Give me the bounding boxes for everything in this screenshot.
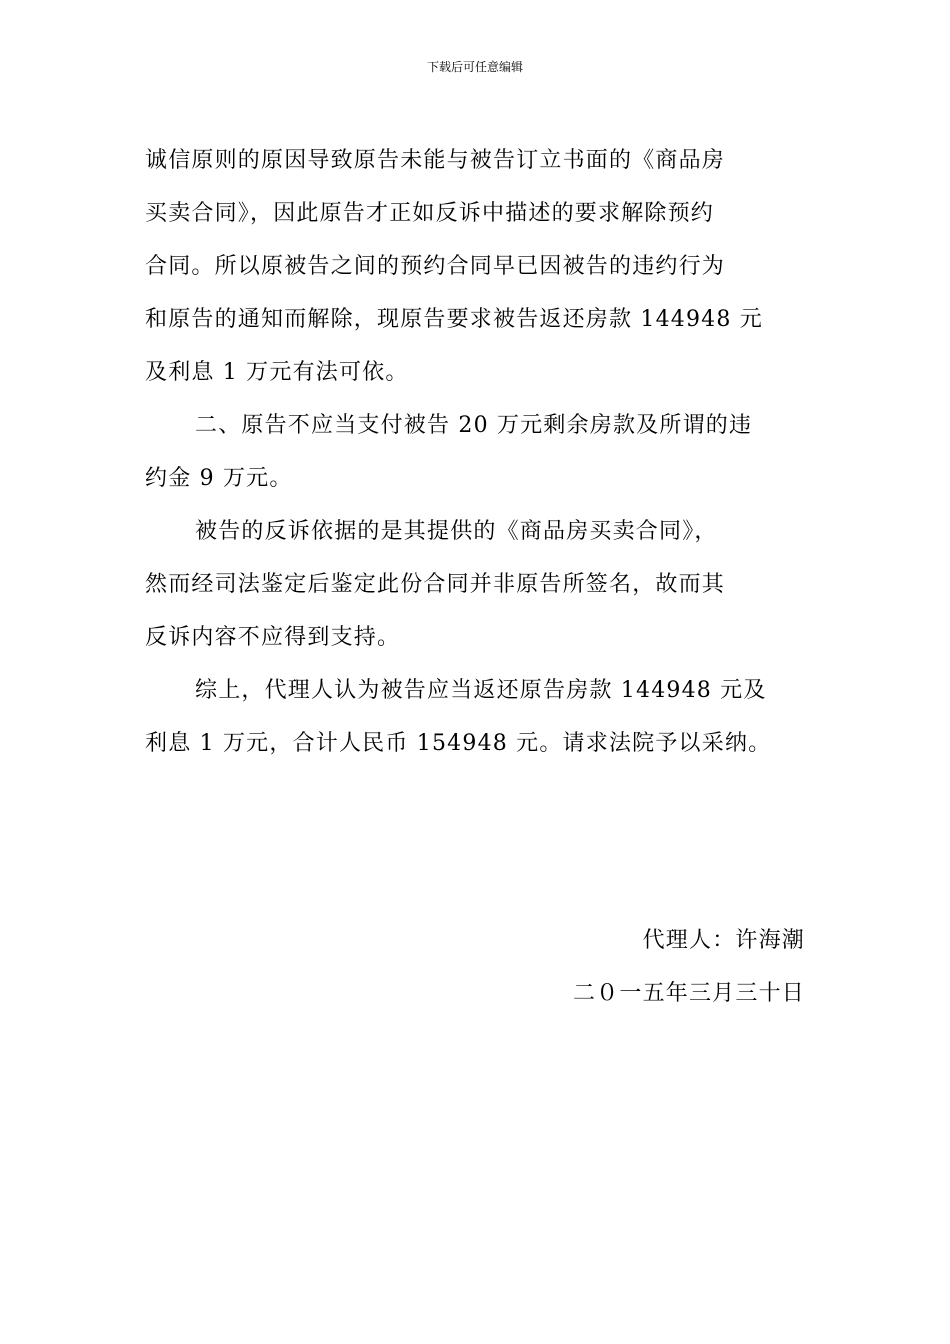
signature-date: 二０一五年三月三十日 (572, 981, 805, 1006)
paragraph-line: 二、原告不应当支付被告 20 万元剩余房款及所谓的违 (195, 413, 753, 438)
paragraph-line: 合同。所以原被告之间的预约合同早已因被告的违约行为 (145, 254, 726, 279)
paragraph-line: 被告的反诉依据的是其提供的《商品房买卖合同》， (195, 519, 718, 544)
paragraph-line: 诚信原则的原因导致原告未能与被告订立书面的《商品房 (145, 148, 726, 173)
paragraph-line: 反诉内容不应得到支持。 (145, 625, 401, 650)
paragraph-line: 利息 1 万元，合计人民币 154948 元。请求法院予以采纳。 (145, 731, 772, 756)
paragraph-line: 及利息 1 万元有法可依。 (145, 360, 409, 385)
signature-agent: 代理人：许海潮 (642, 928, 805, 953)
paragraph-line: 约金 9 万元。 (145, 466, 293, 491)
paragraph-line: 和原告的通知而解除，现原告要求被告返还房款 144948 元 (145, 307, 763, 332)
page-header-note: 下载后可任意编辑 (426, 60, 523, 74)
paragraph-line: 然而经司法鉴定后鉴定此份合同并非原告所签名，故而其 (145, 572, 726, 597)
paragraph-line: 综上，代理人认为被告应当返还原告房款 144948 元及 (195, 678, 767, 703)
paragraph-line: 买卖合同》，因此原告才正如反诉中描述的要求解除预约 (145, 201, 715, 226)
